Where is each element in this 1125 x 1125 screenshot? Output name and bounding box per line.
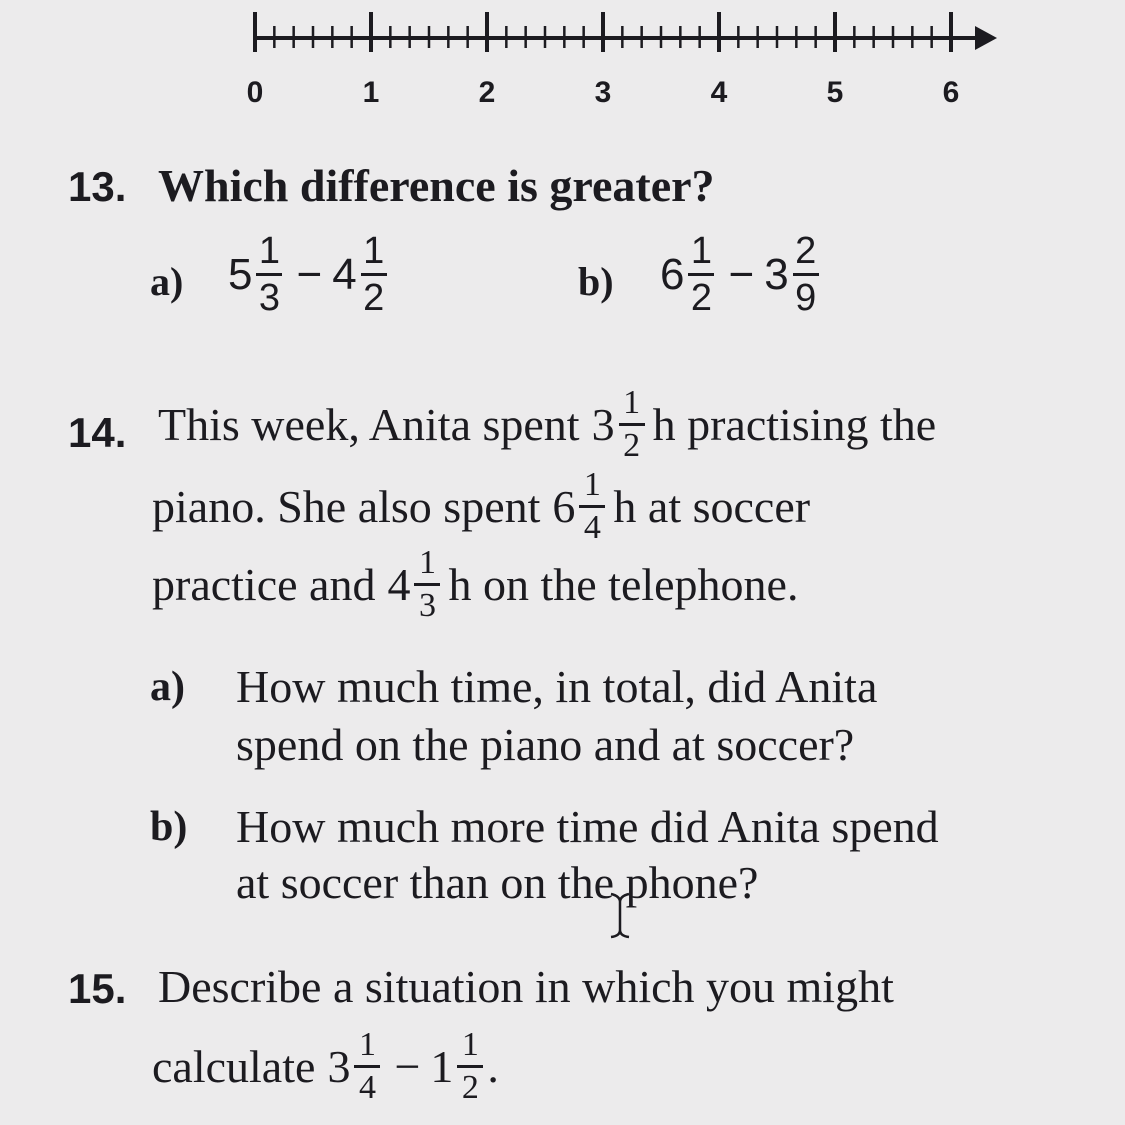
question-13a-expression (228, 232, 391, 317)
question-13b-expression (660, 232, 823, 317)
mixed-number-whole: 4 (332, 249, 357, 299)
number-line-label: 2 (478, 76, 496, 109)
question-14a-line-2: spend on the piano and at soccer? (236, 719, 855, 770)
number-line-label: 6 (942, 76, 960, 109)
fraction: $\frac{1}{4}$ (354, 1028, 380, 1105)
text: . (487, 1040, 499, 1092)
fraction: $\frac{1}{2}$ (457, 1028, 483, 1105)
number-line-label: 5 (826, 76, 844, 109)
question-14b-label: b) (150, 804, 188, 850)
fraction: $\frac{1}{4}$ (579, 468, 605, 545)
question-13a-label: a) (150, 259, 184, 304)
mixed-number-whole: 6 (552, 480, 576, 532)
mixed-number-whole: 1 (430, 1040, 454, 1092)
minus-sign: − (296, 249, 323, 299)
text: h at soccer (613, 480, 811, 532)
text: h on the telephone. (448, 558, 799, 610)
fraction: $\frac{1}{2}$ (619, 386, 645, 463)
text: This week, Anita spent (158, 398, 580, 450)
text: h practising the (652, 398, 937, 450)
minus-sign: − (394, 1040, 421, 1092)
question-13-prompt: Which difference is greater? (158, 160, 715, 211)
question-14-line-2 (152, 468, 810, 545)
question-14b-line-2: at soccer than on the phone? (236, 857, 759, 908)
question-14a-line-1: How much time, in total, did Anita (236, 661, 878, 712)
number-line-label: 4 (710, 76, 728, 109)
mixed-number-whole: 5 (228, 249, 253, 299)
fraction: $\frac{2}{9}$ (793, 232, 819, 317)
text: calculate (152, 1040, 316, 1092)
number-line-ticks (255, 12, 997, 52)
fraction: $\frac{1}{2}$ (688, 232, 714, 317)
number-line-label: 3 (594, 76, 612, 109)
arrow-right-icon (975, 26, 997, 50)
text: piano. She also spent (152, 480, 541, 532)
mixed-number-whole: 3 (764, 249, 789, 299)
text-cursor-icon (605, 890, 635, 940)
question-14-line-1 (158, 386, 936, 463)
question-14b-line-1: How much more time did Anita spend (236, 801, 939, 852)
question-14-line-3 (152, 546, 798, 623)
question-14a-label: a) (150, 664, 185, 710)
number-line-label: 1 (362, 76, 380, 109)
question-15-line-1: Describe a situation in which you might (158, 961, 894, 1012)
mixed-number-whole: 3 (591, 398, 615, 450)
mixed-number-whole: 6 (660, 249, 685, 299)
mixed-number-whole: 4 (387, 558, 411, 610)
question-13-number: 13. (68, 163, 127, 210)
fraction: $\frac{1}{2}$ (361, 232, 387, 317)
text: practice and (152, 558, 376, 610)
question-13b-label: b) (578, 259, 614, 304)
fraction: $\frac{1}{3}$ (256, 232, 282, 317)
question-15-line-2 (152, 1028, 499, 1105)
mixed-number-whole: 3 (327, 1040, 351, 1092)
number-line-label: 0 (246, 76, 264, 109)
minus-sign: − (728, 249, 755, 299)
question-14-number: 14. (68, 409, 127, 456)
question-15-number: 15. (68, 965, 127, 1012)
fraction: $\frac{1}{3}$ (414, 546, 440, 623)
